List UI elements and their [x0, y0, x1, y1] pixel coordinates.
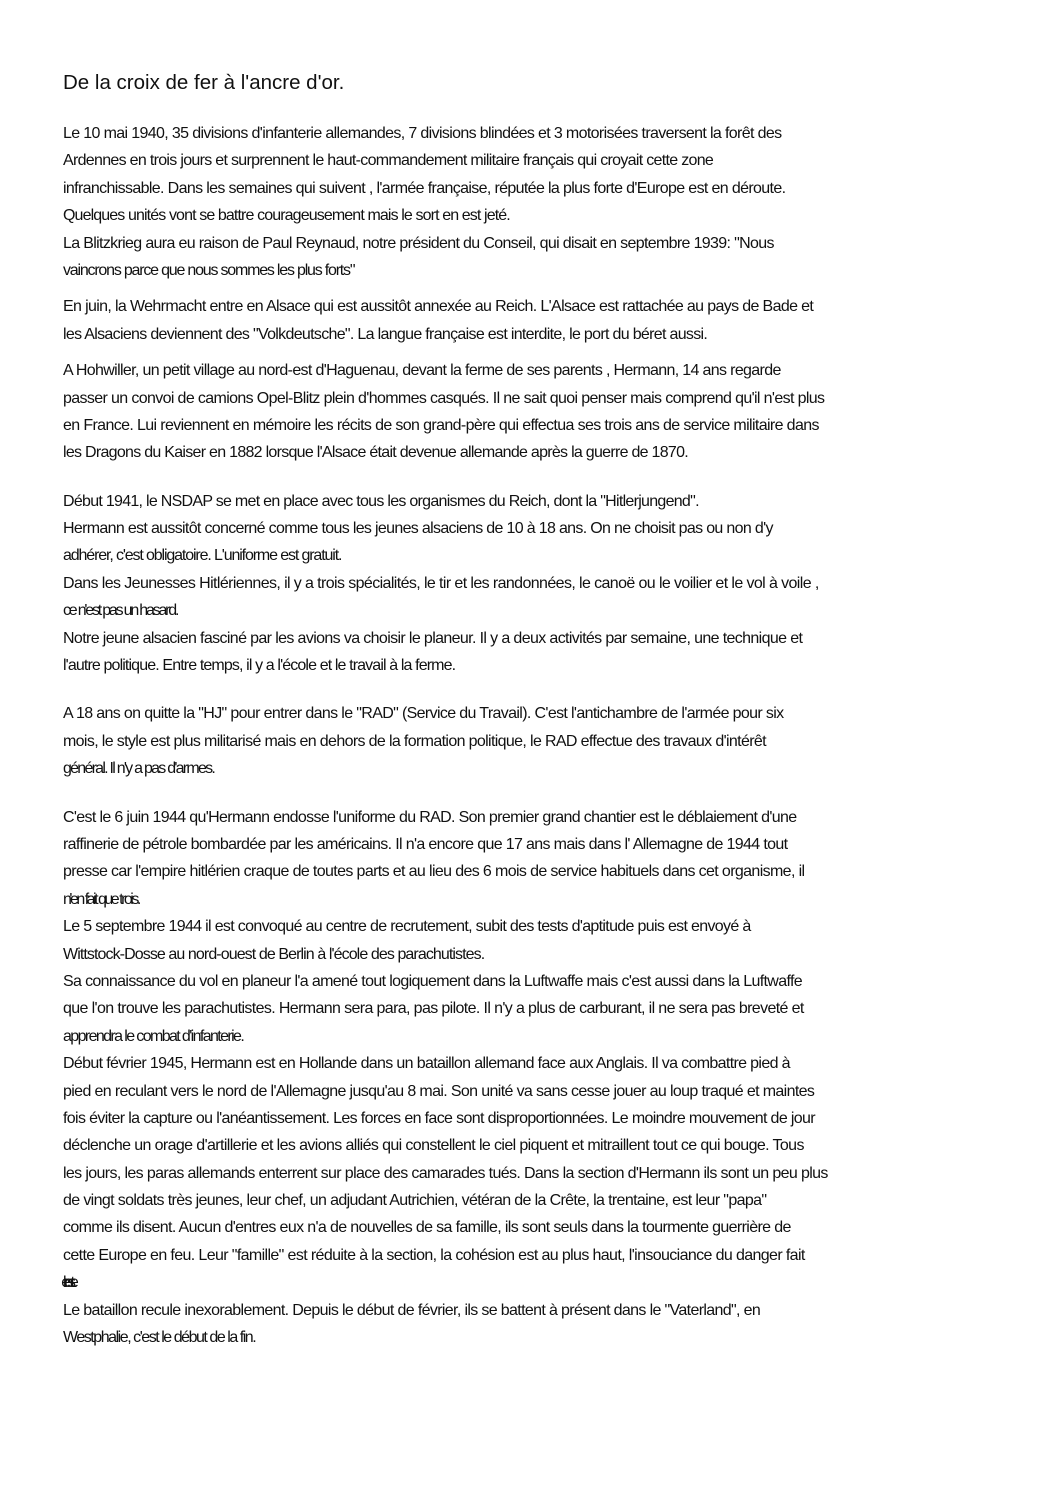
text-line: vaincrons parce que nous sommes les plus forts"	[63, 261, 355, 279]
text-line: Début 1941, le NSDAP se met en place avec tous les organismes du Reich, dont la "Hitlerjungend".	[63, 492, 699, 510]
text-line: Notre jeune alsacien fasciné par les avions va choisir le planeur. Il y a deux activités par semaine, une technique et	[63, 629, 803, 647]
text-line: Westphalie, c'est le début de la fin.	[63, 1329, 256, 1347]
text-line: que l'on trouve les parachutistes. Hermann sera para, pas pilote. Il n'y a plus de carburant, il ne sera pas breveté et	[63, 1000, 804, 1018]
text-line: infranchissable. Dans les semaines qui suivent , l'armée française, réputée la plus forte d'Europe est en déroute.	[63, 179, 786, 197]
text-line: A 18 ans on quitte la "HJ" pour entrer dans le "RAD" (Service du Travail). C'est l'antichambre de l'armée pour six	[63, 705, 784, 723]
text-line: Ardennes en trois jours et surprennent le haut-commandement militaire français qui croyait cette zone	[63, 152, 714, 170]
text-line: de vingt soldats très jeunes, leur chef, un adjudant Autrichien, vétéran de la Crête, la trentaine, est leur "papa"	[63, 1192, 767, 1210]
text-line: fois éviter la capture ou l'anéantissement. Les forces en face sont disproportionnées. Le moindre mouvement de jour	[63, 1109, 815, 1127]
text-line: adhérer, c'est obligatoire. L'uniforme est gratuit.	[63, 547, 342, 565]
paragraph-hohwiller	[63, 357, 1043, 467]
text-line: le reste.	[63, 1274, 73, 1292]
text-line: La Blitzkrieg aura eu raison de Paul Reynaud, notre président du Conseil, qui disait en septembre 1939: "Nous	[63, 234, 774, 252]
text-line: Le 5 septembre 1944 il est convoqué au centre de recrutement, subit des tests d'aptitude puis est envoyé à	[63, 918, 751, 936]
text-line: général. Il n'y a pas d'armes.	[63, 760, 215, 778]
text-line: passer un convoi de camions Opel-Blitz plein d'hommes casqués. Il ne sait quoi penser mais comprend qu'il n'est plus	[63, 389, 825, 407]
text-line: déclenche un orage d'artillerie et les avions alliés qui constellent le ciel piquent et mitraillent tout ce qui bouge. Tous	[63, 1137, 804, 1155]
text-line: Le 10 mai 1940, 35 divisions d'infanterie allemandes, 7 divisions blindées et 3 motorisées traversent la forêt des	[63, 125, 782, 142]
text-line: ce n'est pas un hasard.	[63, 602, 178, 620]
text-line: cette Europe en feu. Leur "famille" est réduite à la section, la cohésion est au plus haut, l'insouciance du danger fait	[63, 1246, 805, 1264]
document-title: De la croix de fer à l'ancre d'or.	[63, 71, 345, 94]
paragraph-alsace-annexation	[63, 293, 1043, 348]
text-line: Quelques unités vont se battre courageusement mais le sort en est jeté.	[63, 207, 510, 225]
text-line: l'autre politique. Entre temps, il y a l'école et le travail à la ferme.	[63, 657, 456, 675]
document-body	[63, 120, 1043, 1351]
text-line: presse car l'empire hitlérien craque de toutes parts et au lieu des 6 mois de service habituels dans cet organisme, il	[63, 863, 805, 881]
text-line: Début février 1945, Hermann est en Hollande dans un bataillon allemand face aux Anglais. Il va combattre pied à	[63, 1055, 790, 1073]
text-line: En juin, la Wehrmacht entre en Alsace qui est aussitôt annexée au Reich. L'Alsace est rattachée au pays de Bade et	[63, 298, 814, 316]
text-line: les Dragons du Kaiser en 1882 lorsque l'Alsace était devenue allemande après la guerre de 1870.	[63, 444, 688, 462]
paragraph-rad	[63, 700, 1043, 782]
text-line: en France. Lui reviennent en mémoire les récits de son grand-père qui effectua ses trois ans de service militaire dans	[63, 416, 819, 434]
text-line: mois, le style est plus militarisé mais en dehors de la formation politique, le RAD effectue des travaux d'intérêt	[63, 732, 766, 750]
text-line: pied en reculant vers le nord de l'Allemagne jusqu'au 8 mai. Son unité va sans cesse jouer au loup traqué et maintes	[63, 1082, 815, 1100]
text-line: Sa connaissance du vol en planeur l'a amené tout logiquement dans la Luftwaffe mais c'est aussi dans la Luftwaffe	[63, 972, 803, 990]
text-line: les Alsaciens deviennent des "Volkdeutsche". La langue française est interdite, le port du béret aussi.	[63, 325, 708, 343]
text-line: Hermann est aussitôt concerné comme tous les jeunes alsaciens de 10 à 18 ans. On ne choisit pas ou non d'y	[63, 520, 773, 538]
text-line: apprendra le combat d'infanterie.	[63, 1027, 244, 1045]
text-line: les jours, les paras allemands enterrent sur place des camarades tués. Dans la section d'Hermann ils sont un peu plus	[63, 1164, 828, 1182]
text-line: A Hohwiller, un petit village au nord-est d'Haguenau, devant la ferme de ses parents , Hermann, 14 ans regarde	[63, 362, 781, 380]
paragraph-invasion-1940	[63, 120, 1043, 284]
paragraph-hitlerjugend	[63, 488, 1043, 680]
text-line: Dans les Jeunesses Hitlériennes, il y a trois spécialités, le tir et les randonnées, le canoë ou le voilier et le vol à voile ,	[63, 574, 819, 592]
text-line: Wittstock-Dosse au nord-ouest de Berlin à l'école des parachutistes.	[63, 945, 485, 963]
text-line: comme ils disent. Aucun d'entres eux n'a de nouvelles de sa famille, ils sont seuls dans la tourmente guerrière de	[63, 1219, 791, 1237]
text-line: C'est le 6 juin 1944 qu'Hermann endosse l'uniforme du RAD. Son premier grand chantier est le déblaiement d'une	[63, 808, 797, 826]
text-line: Le bataillon recule inexorablement. Depuis le début de février, ils se battent à présent dans le "Vaterland", en	[63, 1301, 761, 1319]
text-line: n'en fait que trois.	[63, 890, 139, 908]
paragraph-1944-1945	[63, 804, 1043, 1352]
text-line: raffinerie de pétrole bombardée par les américains. Il n'a encore que 17 ans mais dans l' Allemagne de 1944 tout	[63, 835, 788, 853]
